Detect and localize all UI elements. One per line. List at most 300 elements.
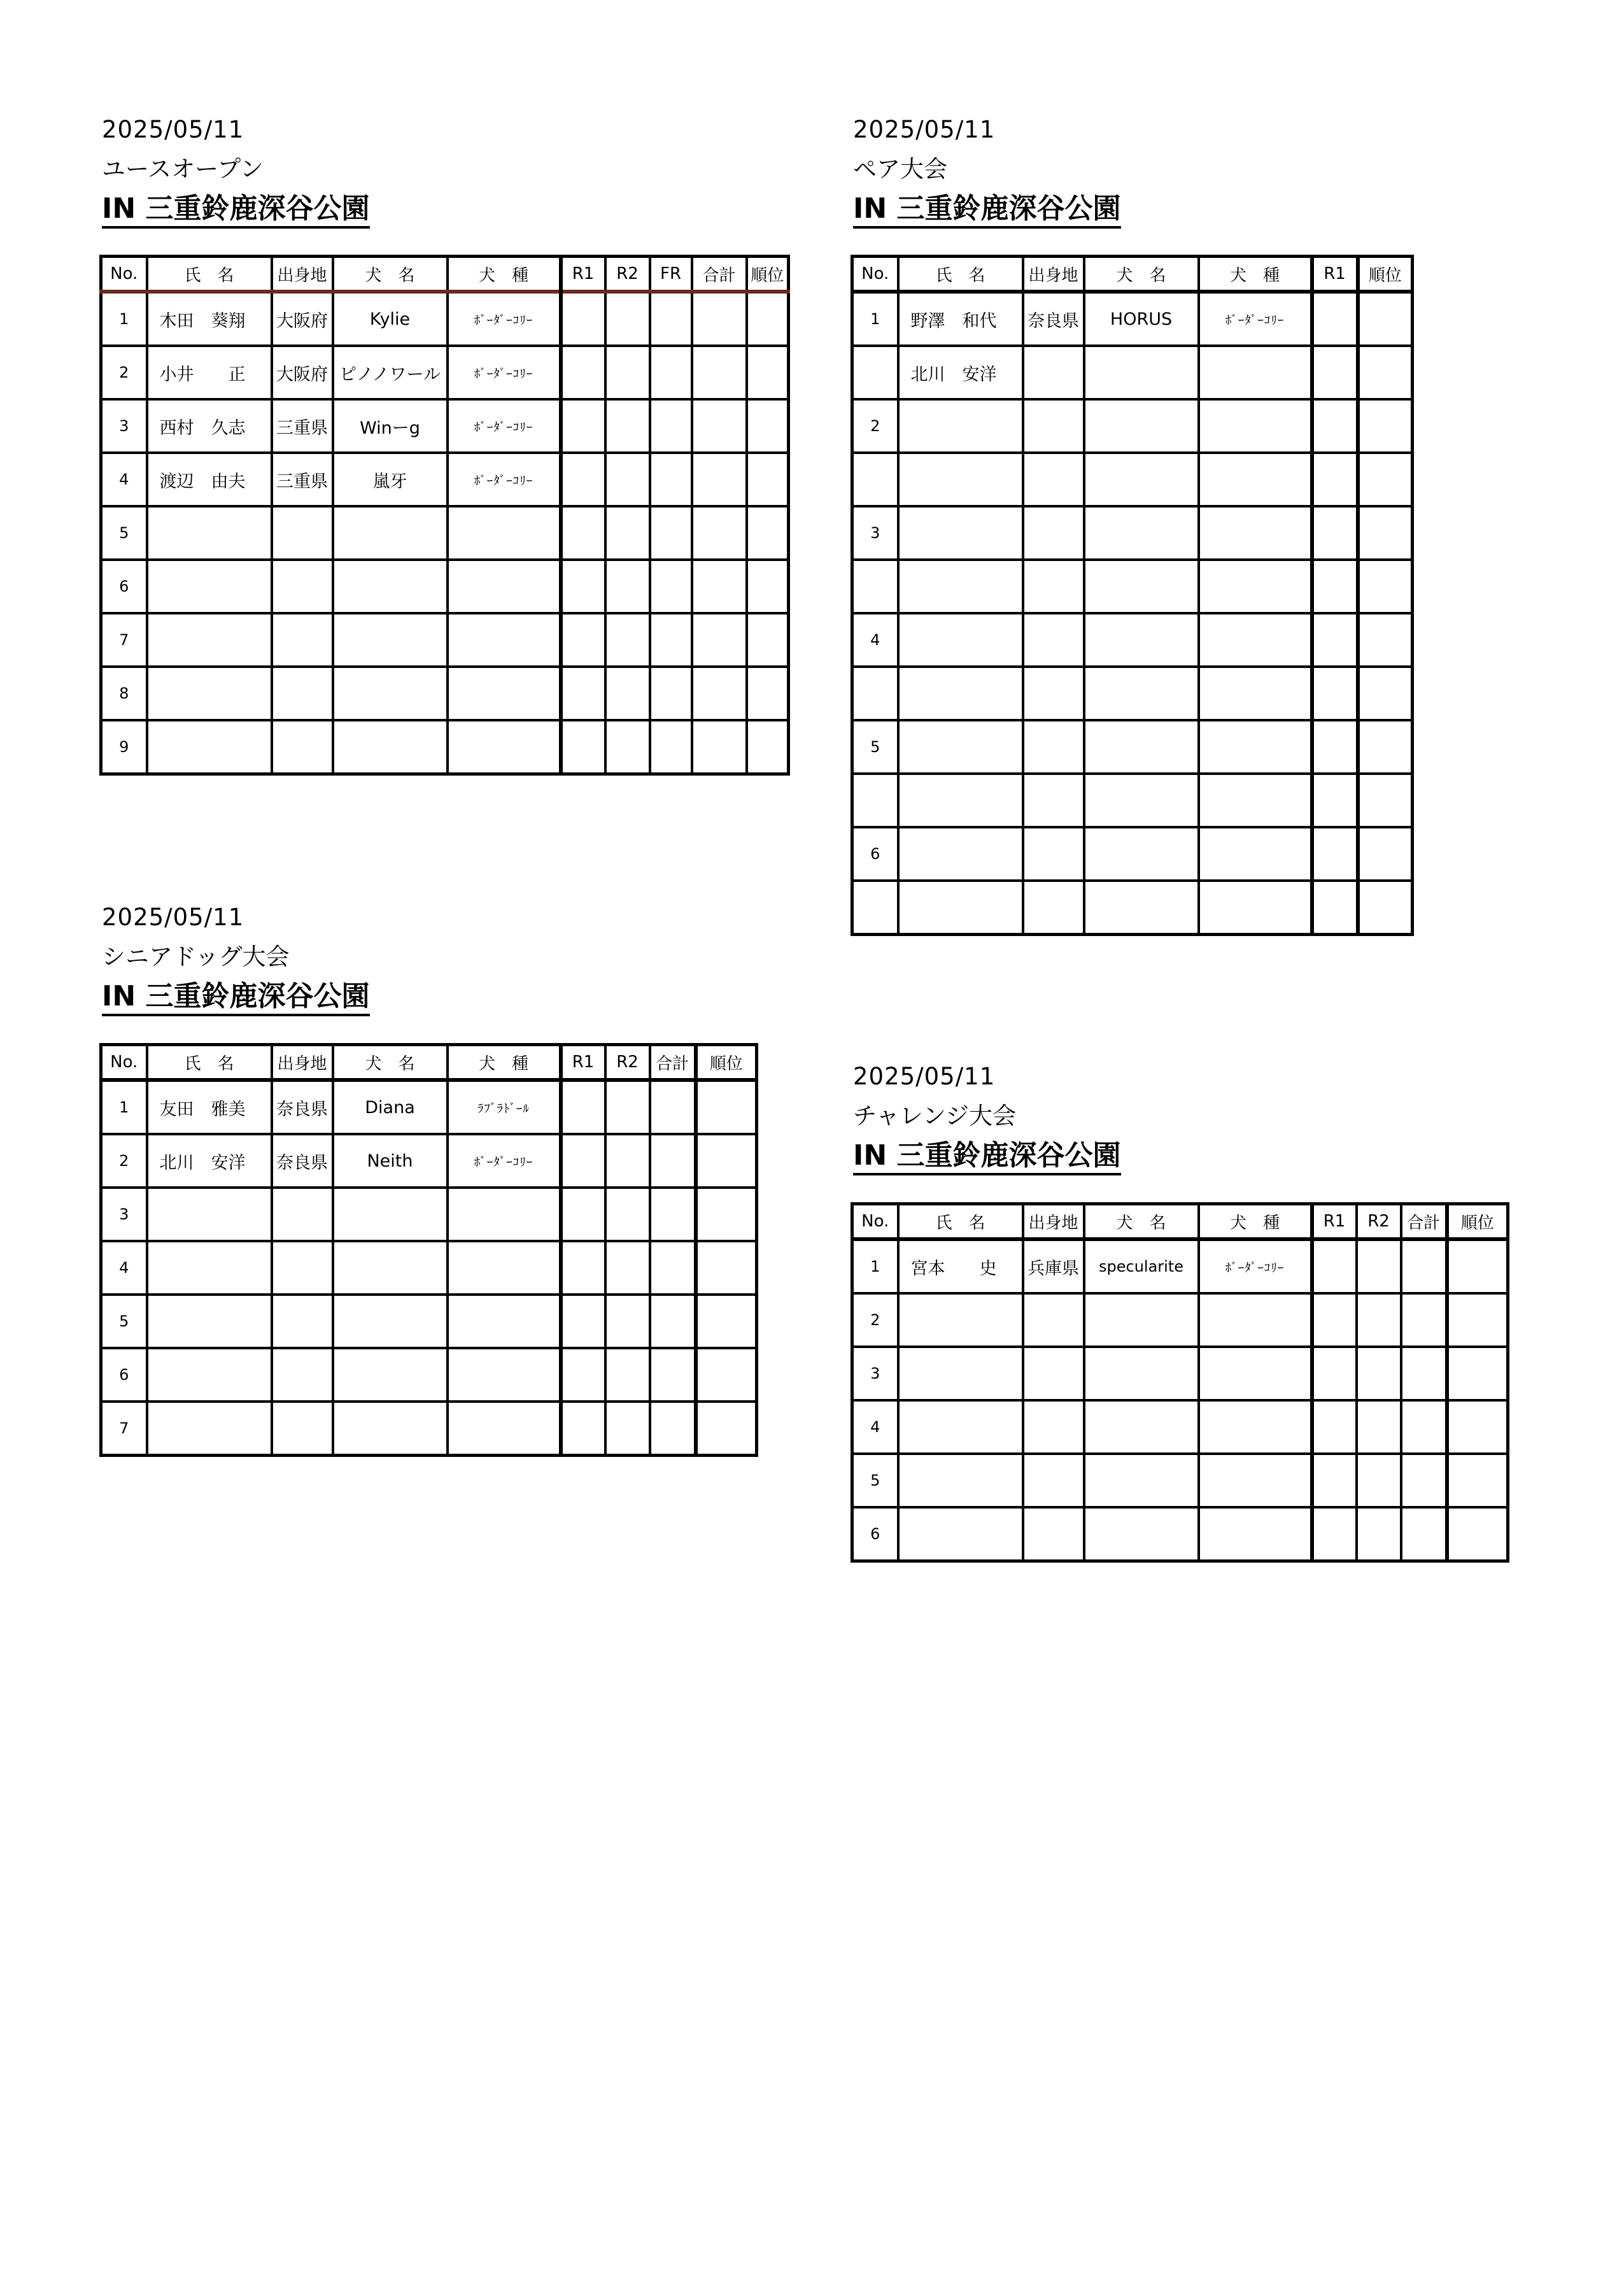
dog-name (1084, 453, 1199, 506)
table-row (852, 1347, 1508, 1400)
table-row (101, 667, 789, 720)
header-total: 合計 (1401, 1204, 1447, 1240)
dog-name (333, 560, 448, 613)
dog-name (1084, 1507, 1199, 1561)
dog-breed (1199, 1454, 1312, 1507)
header-no: No. (852, 1204, 898, 1240)
handler-origin (272, 1188, 333, 1241)
fr-score-cell (650, 453, 692, 506)
row-number: 7 (101, 613, 147, 667)
r1-score-cell (561, 453, 605, 506)
total-score-cell (650, 1080, 696, 1134)
rank-score-cell (1447, 1454, 1508, 1507)
dog-name (1084, 1400, 1199, 1454)
r1-score-cell (1312, 881, 1358, 935)
row-number (852, 346, 898, 399)
youth-event-title: ユースオープン (102, 155, 264, 183)
handler-name (898, 1507, 1023, 1561)
table-row (852, 667, 1413, 720)
total-score-cell (1401, 1347, 1447, 1400)
handler-origin: 奈良県 (272, 1080, 333, 1134)
r1-score-cell (1312, 292, 1358, 346)
dog-name (1084, 720, 1199, 774)
r2-score-cell (605, 453, 650, 506)
handler-origin: 三重県 (272, 453, 333, 506)
r2-score-cell (605, 1295, 650, 1348)
header-rank: 順位 (747, 257, 789, 292)
dog-name (333, 1188, 448, 1241)
handler-origin (1023, 667, 1084, 720)
r2-score-cell (605, 399, 650, 453)
r1-score-cell (1312, 774, 1358, 827)
rank-score-cell (1358, 292, 1413, 346)
row-number (852, 881, 898, 935)
pair-heading (853, 117, 1121, 229)
table-row (101, 453, 789, 506)
rank-score-cell (1358, 774, 1413, 827)
header-origin: 出身地 (1023, 257, 1084, 292)
handler-name: 友田 雅美 (147, 1080, 272, 1134)
header-breed: 犬 種 (1199, 257, 1312, 292)
r1-score-cell (561, 613, 605, 667)
total-score-cell (1401, 1400, 1447, 1454)
pair-date: 2025/05/11 (853, 116, 996, 143)
dog-name (1084, 667, 1199, 720)
table-row (852, 827, 1413, 881)
handler-name (898, 506, 1023, 560)
r1-score-cell (1312, 667, 1358, 720)
dog-breed (1199, 346, 1312, 399)
dog-breed (1199, 774, 1312, 827)
handler-origin: 三重県 (272, 399, 333, 453)
handler-name (898, 613, 1023, 667)
handler-origin (1023, 1454, 1084, 1507)
header-r1: R1 (561, 1045, 605, 1081)
dog-breed (448, 506, 561, 560)
challenge-venue: IN 三重鈴鹿深谷公園 (853, 1140, 1121, 1175)
table-row (852, 1400, 1508, 1454)
r2-score-cell (605, 1348, 650, 1402)
dog-breed: ﾎﾞｰﾀﾞｰｺﾘｰ (448, 399, 561, 453)
handler-name (147, 1188, 272, 1241)
row-number: 6 (852, 827, 898, 881)
table-row (852, 1507, 1508, 1561)
table-row (101, 560, 789, 613)
header-breed: 犬 種 (448, 1045, 561, 1081)
dog-breed (1199, 453, 1312, 506)
handler-origin: 奈良県 (1023, 292, 1084, 346)
handler-origin (1023, 453, 1084, 506)
dog-breed (448, 613, 561, 667)
senior-venue: IN 三重鈴鹿深谷公園 (102, 981, 370, 1016)
dog-breed: ﾎﾞｰﾀﾞｰｺﾘｰ (448, 346, 561, 399)
r2-score-cell (605, 346, 650, 399)
r1-score-cell (1312, 1400, 1357, 1454)
fr-score-cell (650, 346, 692, 399)
dog-name (1084, 346, 1199, 399)
youth-heading (102, 117, 370, 229)
dog-name (1084, 506, 1199, 560)
table-row (101, 613, 789, 667)
row-number: 8 (101, 667, 147, 720)
total-score-cell (692, 292, 747, 346)
handler-origin (272, 613, 333, 667)
r2-score-cell (605, 667, 650, 720)
header-no: No. (852, 257, 898, 292)
rank-score-cell (1358, 613, 1413, 667)
handler-origin (272, 560, 333, 613)
r2-score-cell (1357, 1347, 1401, 1400)
r1-score-cell (1312, 560, 1358, 613)
dog-name (1084, 1347, 1199, 1400)
dog-breed (448, 1402, 561, 1456)
r1-score-cell (561, 506, 605, 560)
table-row (852, 881, 1413, 935)
header-r2: R2 (1357, 1204, 1401, 1240)
handler-name: 宮本 史 (898, 1239, 1023, 1293)
rank-score-cell (1358, 720, 1413, 774)
handler-origin (1023, 560, 1084, 613)
fr-score-cell (650, 613, 692, 667)
r1-score-cell (561, 1348, 605, 1402)
r2-score-cell (1357, 1507, 1401, 1561)
header-dog-name: 犬 名 (1084, 257, 1199, 292)
total-score-cell (650, 1134, 696, 1188)
table-row (101, 1348, 757, 1402)
row-number: 5 (101, 1295, 147, 1348)
rank-score-cell (747, 613, 789, 667)
dog-breed (1199, 881, 1312, 935)
handler-name (898, 1400, 1023, 1454)
total-score-cell (692, 613, 747, 667)
dog-breed: ﾎﾞｰﾀﾞｰｺﾘｰ (448, 453, 561, 506)
dog-name (333, 613, 448, 667)
r2-score-cell (605, 1080, 650, 1134)
total-score-cell (692, 399, 747, 453)
table-header-row (852, 1204, 1508, 1240)
table-row (101, 1188, 757, 1241)
rank-score-cell (747, 560, 789, 613)
r1-score-cell (561, 560, 605, 613)
handler-name: 北川 安洋 (147, 1134, 272, 1188)
row-number: 4 (101, 1241, 147, 1295)
r2-score-cell (605, 1241, 650, 1295)
dog-name (1084, 827, 1199, 881)
fr-score-cell (650, 560, 692, 613)
handler-name: 小井 正 (147, 346, 272, 399)
dog-breed (448, 667, 561, 720)
handler-origin (272, 506, 333, 560)
table-row (101, 1134, 757, 1188)
handler-origin (1023, 506, 1084, 560)
handler-origin (1023, 1507, 1084, 1561)
r2-score-cell (605, 292, 650, 346)
table-row (101, 506, 789, 560)
handler-origin (272, 667, 333, 720)
dog-breed: ﾎﾞｰﾀﾞｰｺﾘｰ (448, 1134, 561, 1188)
handler-origin (1023, 1400, 1084, 1454)
fr-score-cell (650, 292, 692, 346)
header-name: 氏 名 (147, 1045, 272, 1081)
dog-name (1084, 399, 1199, 453)
r1-score-cell (1312, 1507, 1357, 1561)
rank-score-cell (1447, 1347, 1508, 1400)
handler-origin: 大阪府 (272, 346, 333, 399)
handler-name (898, 399, 1023, 453)
rank-score-cell (696, 1348, 757, 1402)
handler-name (898, 1454, 1023, 1507)
header-name: 氏 名 (147, 257, 272, 292)
dog-name (1084, 613, 1199, 667)
table-row (852, 613, 1413, 667)
handler-origin (1023, 720, 1084, 774)
row-number: 3 (852, 506, 898, 560)
table-row (101, 1241, 757, 1295)
senior-date: 2025/05/11 (102, 904, 244, 931)
header-r2: R2 (605, 1045, 650, 1081)
dog-breed (1199, 667, 1312, 720)
total-score-cell (692, 453, 747, 506)
dog-breed (1199, 506, 1312, 560)
header-total: 合計 (692, 257, 747, 292)
r1-score-cell (561, 1402, 605, 1456)
total-score-cell (650, 1188, 696, 1241)
rank-score-cell (1358, 827, 1413, 881)
r1-score-cell (1312, 613, 1358, 667)
r2-score-cell (605, 613, 650, 667)
handler-origin (1023, 346, 1084, 399)
dog-name: ピノノワール (333, 346, 448, 399)
dog-breed: ﾗﾌﾞﾗﾄﾞｰﾙ (448, 1080, 561, 1134)
table-row (852, 346, 1413, 399)
youth-venue: IN 三重鈴鹿深谷公園 (102, 193, 370, 229)
total-score-cell (1401, 1293, 1447, 1347)
r1-score-cell (561, 1080, 605, 1134)
row-number: 6 (101, 1348, 147, 1402)
table-row (852, 774, 1413, 827)
handler-name (898, 560, 1023, 613)
dog-name (333, 1348, 448, 1402)
dog-breed (1199, 399, 1312, 453)
header-r2: R2 (605, 257, 650, 292)
row-number: 5 (101, 506, 147, 560)
youth-results-table (99, 255, 790, 776)
handler-origin: 兵庫県 (1023, 1239, 1084, 1293)
r2-score-cell (605, 1134, 650, 1188)
pair-results-table (851, 255, 1414, 936)
handler-origin (272, 720, 333, 774)
header-rank: 順位 (1358, 257, 1413, 292)
handler-name (898, 774, 1023, 827)
header-no: No. (101, 1045, 147, 1081)
table-row (101, 1295, 757, 1348)
table-row (852, 560, 1413, 613)
dog-breed (1199, 720, 1312, 774)
row-number: 1 (852, 1239, 898, 1293)
table-row (852, 1454, 1508, 1507)
total-score-cell (692, 667, 747, 720)
handler-name (147, 1402, 272, 1456)
header-origin: 出身地 (272, 1045, 333, 1081)
table-header-row (101, 1045, 757, 1081)
row-number: 2 (101, 1134, 147, 1188)
row-number: 2 (852, 1293, 898, 1347)
total-score-cell (692, 506, 747, 560)
row-number: 5 (852, 1454, 898, 1507)
table-row (852, 399, 1413, 453)
table-row (101, 292, 789, 346)
dog-name (333, 1241, 448, 1295)
r1-score-cell (1312, 1454, 1357, 1507)
senior-heading (102, 904, 370, 1016)
fr-score-cell (650, 720, 692, 774)
dog-breed (448, 720, 561, 774)
rank-score-cell (696, 1188, 757, 1241)
header-origin: 出身地 (272, 257, 333, 292)
senior-event-title: シニアドッグ大会 (102, 943, 290, 970)
row-number: 1 (852, 292, 898, 346)
r2-score-cell (1357, 1454, 1401, 1507)
r2-score-cell (605, 720, 650, 774)
r1-score-cell (561, 1295, 605, 1348)
handler-origin: 奈良県 (272, 1134, 333, 1188)
rank-score-cell (747, 453, 789, 506)
table-row (852, 720, 1413, 774)
row-number: 4 (852, 1400, 898, 1454)
rank-score-cell (1358, 346, 1413, 399)
row-number (852, 560, 898, 613)
dog-name: Diana (333, 1080, 448, 1134)
handler-origin (272, 1402, 333, 1456)
table-row (101, 1080, 757, 1134)
r1-score-cell (1312, 1239, 1357, 1293)
row-number (852, 453, 898, 506)
r2-score-cell (605, 506, 650, 560)
table-header-row (101, 257, 789, 292)
dog-name (1084, 1293, 1199, 1347)
dog-breed (448, 1348, 561, 1402)
dog-name: HORUS (1084, 292, 1199, 346)
row-number: 3 (101, 1188, 147, 1241)
dog-breed (1199, 827, 1312, 881)
total-score-cell (692, 720, 747, 774)
r1-score-cell (561, 667, 605, 720)
total-score-cell (650, 1295, 696, 1348)
r2-score-cell (605, 1188, 650, 1241)
row-number: 6 (101, 560, 147, 613)
handler-name (147, 1295, 272, 1348)
header-total: 合計 (650, 1045, 696, 1081)
challenge-heading (853, 1063, 1121, 1175)
handler-name: 渡辺 由夫 (147, 453, 272, 506)
handler-name (147, 506, 272, 560)
dog-breed (1199, 1293, 1312, 1347)
dog-breed (448, 1188, 561, 1241)
header-dog-name: 犬 名 (333, 257, 448, 292)
r1-score-cell (1312, 1347, 1357, 1400)
table-row (101, 1402, 757, 1456)
table-row (852, 453, 1413, 506)
handler-name (147, 1241, 272, 1295)
handler-origin (272, 1241, 333, 1295)
r1-score-cell (1312, 827, 1358, 881)
r1-score-cell (561, 1134, 605, 1188)
dog-breed: ﾎﾞｰﾀﾞｰｺﾘｰ (448, 292, 561, 346)
row-number: 5 (852, 720, 898, 774)
total-score-cell (1401, 1454, 1447, 1507)
header-breed: 犬 種 (448, 257, 561, 292)
header-dog-name: 犬 名 (333, 1045, 448, 1081)
row-number (852, 667, 898, 720)
dog-breed (1199, 1400, 1312, 1454)
rank-score-cell (696, 1134, 757, 1188)
handler-name (898, 1293, 1023, 1347)
table-row (852, 506, 1413, 560)
row-number: 3 (101, 399, 147, 453)
rank-score-cell (1447, 1400, 1508, 1454)
challenge-results-table (851, 1202, 1509, 1563)
row-number: 2 (852, 399, 898, 453)
dog-breed (448, 1295, 561, 1348)
total-score-cell (650, 1402, 696, 1456)
total-score-cell (692, 560, 747, 613)
handler-name (898, 881, 1023, 935)
total-score-cell (1401, 1239, 1447, 1293)
table-row (852, 1293, 1508, 1347)
dog-name (1084, 881, 1199, 935)
total-score-cell (1401, 1507, 1447, 1561)
header-origin: 出身地 (1023, 1204, 1084, 1240)
rank-score-cell (747, 506, 789, 560)
rank-score-cell (696, 1241, 757, 1295)
header-breed: 犬 種 (1199, 1204, 1312, 1240)
row-number: 9 (101, 720, 147, 774)
fr-score-cell (650, 667, 692, 720)
challenge-date: 2025/05/11 (853, 1063, 996, 1090)
r1-score-cell (1312, 453, 1358, 506)
row-number: 6 (852, 1507, 898, 1561)
rank-score-cell (696, 1295, 757, 1348)
row-number: 1 (101, 1080, 147, 1134)
rank-score-cell (747, 292, 789, 346)
row-number: 3 (852, 1347, 898, 1400)
header-name: 氏 名 (898, 257, 1023, 292)
header-dog-name: 犬 名 (1084, 1204, 1199, 1240)
rank-score-cell (696, 1080, 757, 1134)
dog-name: Kylie (333, 292, 448, 346)
rank-score-cell (1447, 1507, 1508, 1561)
pair-event-title: ペア大会 (853, 155, 947, 183)
r1-score-cell (1312, 1293, 1357, 1347)
rank-score-cell (1358, 881, 1413, 935)
dog-name (1084, 774, 1199, 827)
handler-origin (1023, 827, 1084, 881)
dog-name (1084, 1454, 1199, 1507)
r1-score-cell (1312, 720, 1358, 774)
handler-name (898, 1347, 1023, 1400)
handler-name (147, 613, 272, 667)
total-score-cell (650, 1241, 696, 1295)
handler-origin (272, 1348, 333, 1402)
handler-name (898, 720, 1023, 774)
r2-score-cell (1357, 1400, 1401, 1454)
handler-name (147, 1348, 272, 1402)
row-number: 1 (101, 292, 147, 346)
r1-score-cell (561, 1188, 605, 1241)
handler-name (147, 720, 272, 774)
rank-score-cell (1447, 1239, 1508, 1293)
dog-breed: ﾎﾞｰﾀﾞｰｺﾘｰ (1199, 292, 1312, 346)
